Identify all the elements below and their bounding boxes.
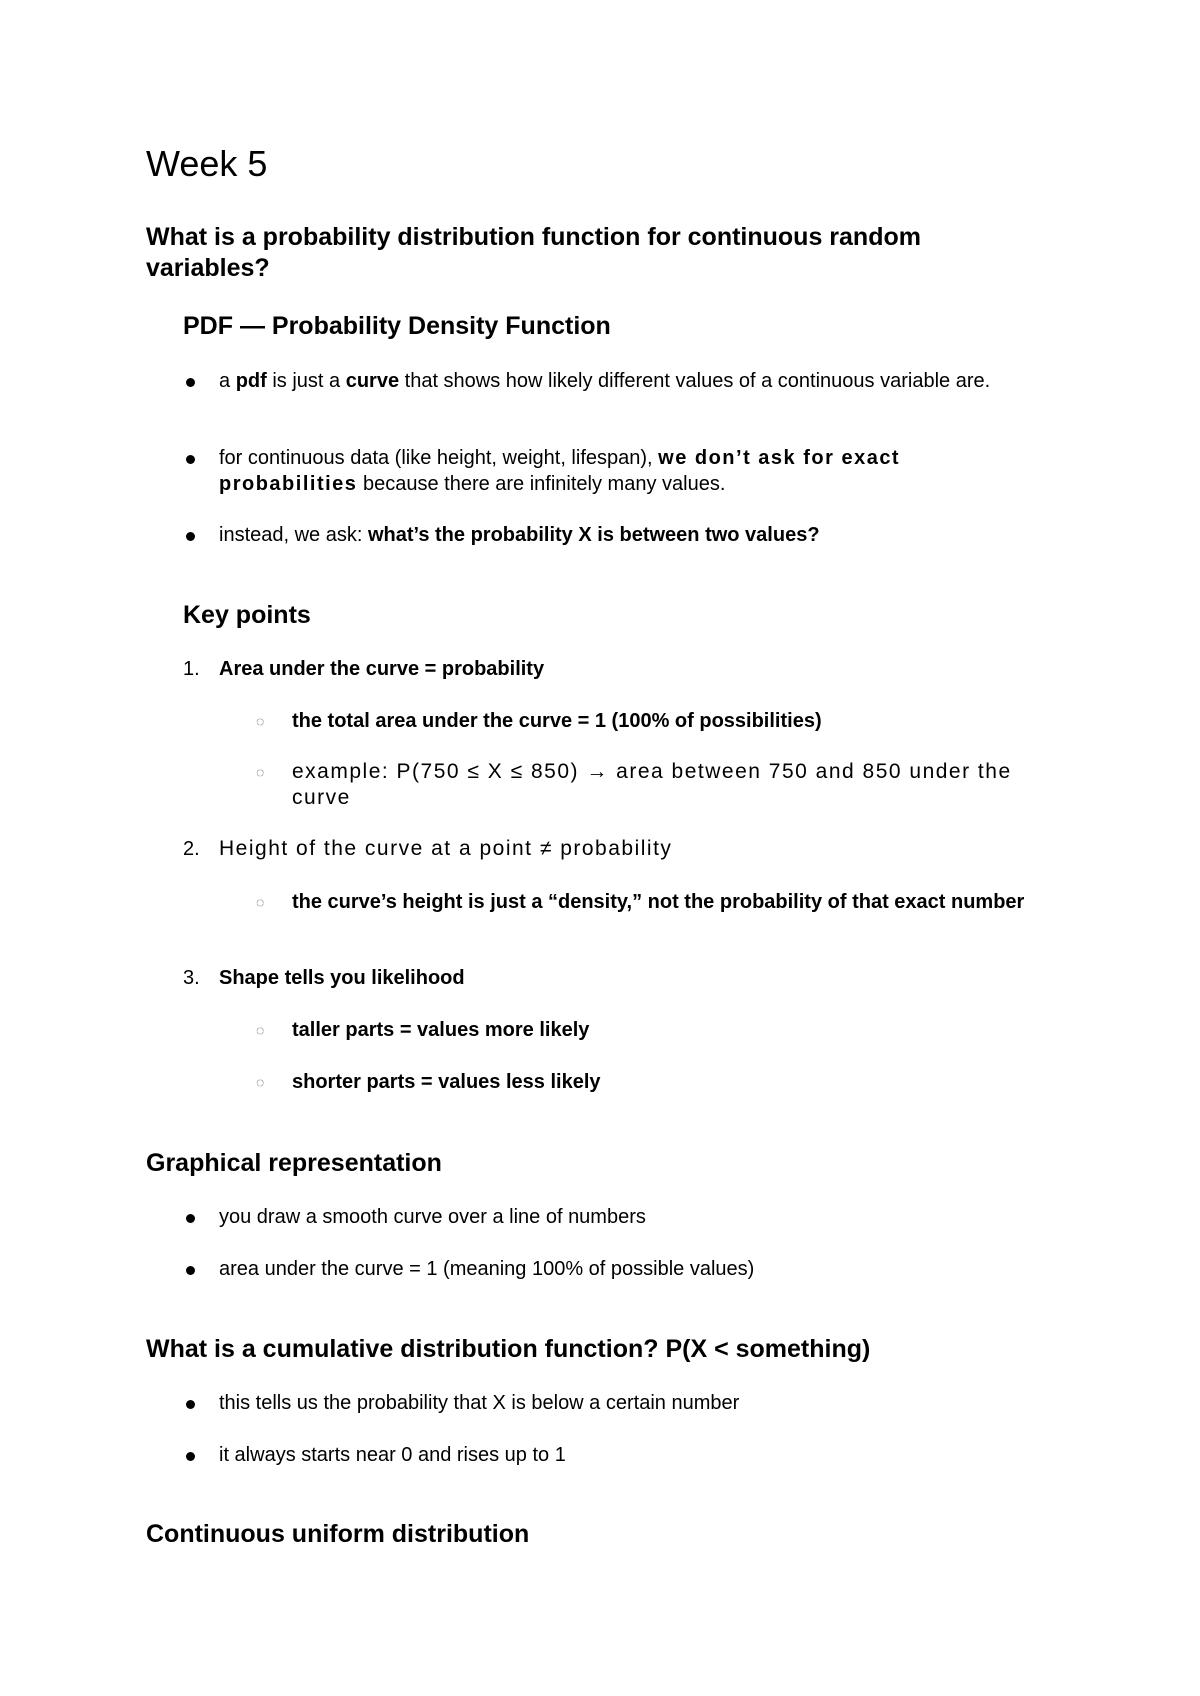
hollow-circle-icon: ◌ xyxy=(256,713,265,729)
numbered-item xyxy=(183,656,1043,682)
numbered-item xyxy=(183,965,1043,991)
item-label: Area under the curve = probability xyxy=(219,658,545,680)
numbered-item xyxy=(183,836,1043,862)
item-label: Height of the curve at a point ≠ probability xyxy=(219,837,673,860)
list-item: instead, we ask: what’s the probability X is between two values? xyxy=(183,522,1043,548)
sub-item: ◌ taller parts = values more likely xyxy=(256,1019,590,1041)
graphical-heading: Graphical representation xyxy=(146,1149,442,1177)
sub-item: ◌ the total area under the curve = 1 (100% of possibilities) xyxy=(256,710,822,732)
question-heading-pdf: What is a probability distribution function for continuous random variables? xyxy=(146,223,921,282)
list-item: for continuous data (like height, weight, lifespan), we don’t ask for exact probabilities because there are infinitely many values. xyxy=(183,445,1043,497)
sub-item: ◌ the curve’s height is just a “density,” not the probability of that exact number xyxy=(256,891,1025,913)
uniform-heading: Continuous uniform distribution xyxy=(146,1520,530,1548)
pdf-subheading: PDF — Probability Density Function xyxy=(183,312,611,340)
item-number: 3. xyxy=(183,967,200,989)
cdf-heading: What is a cumulative distribution function? P(X < something) xyxy=(146,1335,871,1363)
hollow-circle-icon: ◌ xyxy=(256,894,265,910)
key-points-heading: Key points xyxy=(183,601,311,629)
item-number: 1. xyxy=(183,658,200,680)
page-title: Week 5 xyxy=(146,143,268,184)
item-label: Shape tells you likelihood xyxy=(219,967,465,989)
sub-item: ◌ example: P(750 ≤ X ≤ 850) → area between 750 and 850 under the curve xyxy=(256,760,1012,809)
list-item: a pdf is just a curve that shows how likely different values of a continuous variable are. xyxy=(183,368,1043,394)
list-item: area under the curve = 1 (meaning 100% of possible values) xyxy=(183,1256,1043,1282)
list-item: this tells us the probability that X is below a certain number xyxy=(183,1390,1043,1416)
item-number: 2. xyxy=(183,838,200,860)
sub-item: ◌ shorter parts = values less likely xyxy=(256,1071,601,1093)
hollow-circle-icon: ◌ xyxy=(256,764,265,780)
list-item: you draw a smooth curve over a line of numbers xyxy=(183,1204,1043,1230)
list-item: it always starts near 0 and rises up to 1 xyxy=(183,1442,1043,1468)
hollow-circle-icon: ◌ xyxy=(256,1022,265,1038)
hollow-circle-icon: ◌ xyxy=(256,1074,265,1090)
